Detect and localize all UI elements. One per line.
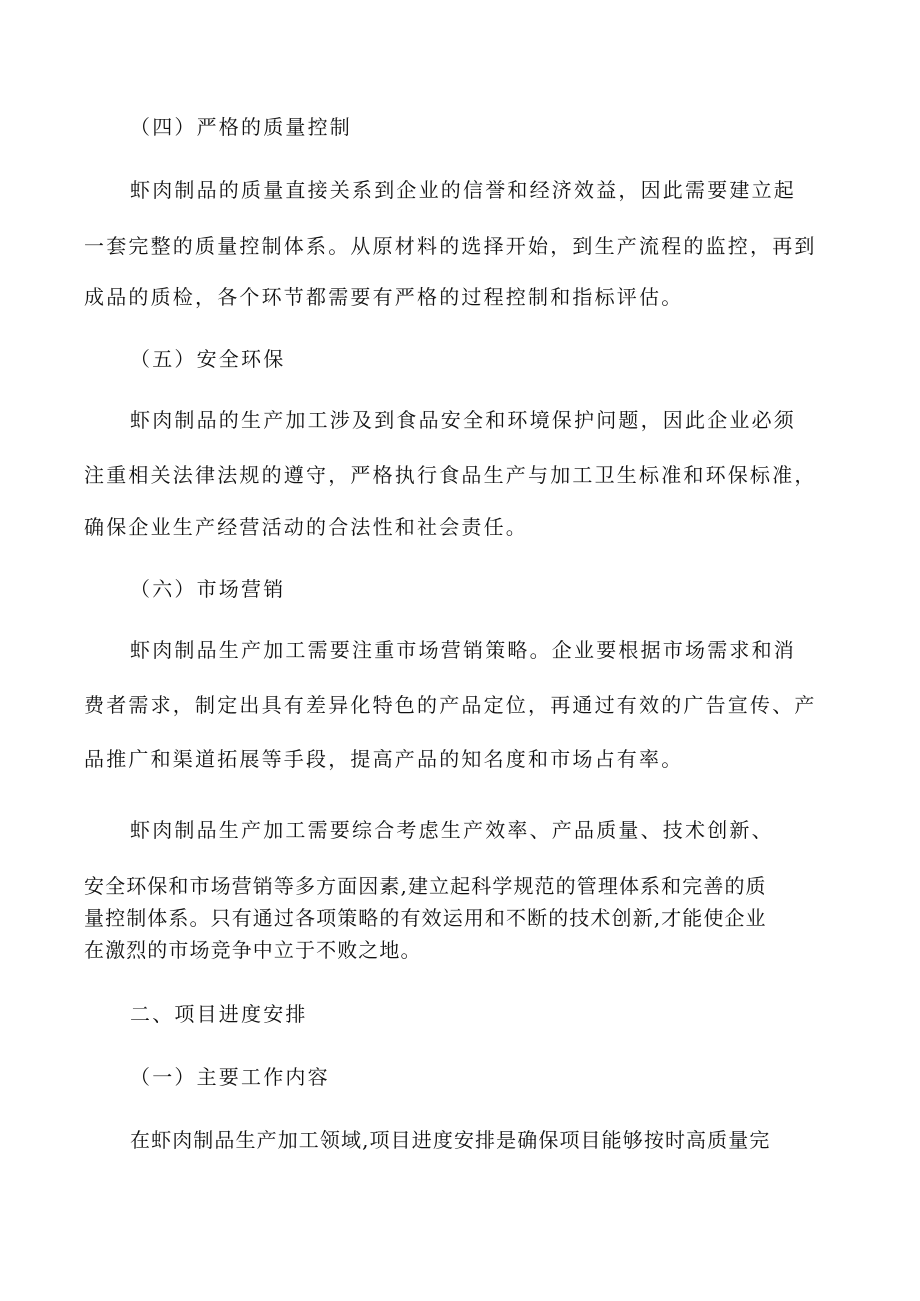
paragraph-safety-line-1: 虾肉制品的生产加工涉及到食品安全和环境保护问题，因此企业必须 (130, 408, 796, 432)
paragraph-marketing-line-1: 虾肉制品生产加工需要注重市场营销策略。企业要根据市场需求和消 (130, 638, 796, 662)
paragraph-quality-line-2: 一套完整的质量控制体系。从原材料的选择开始，到生产流程的监控，再到 (84, 234, 817, 258)
paragraph-marketing-line-2: 费者需求，制定出具有差异化特色的产品定位，再通过有效的广告宣传、产 (84, 693, 817, 717)
subheading-marketing: （六）市场营销 (130, 577, 286, 601)
paragraph-marketing-line-3: 品推广和渠道拓展等手段，提高产品的知名度和市场占有率。 (84, 747, 684, 771)
paragraph-summary-line-4: 在激烈的市场竞争中立于不败之地。 (84, 938, 422, 962)
paragraph-quality-line-3: 成品的质检，各个环节都需要有严格的过程控制和指标评估。 (84, 285, 684, 309)
paragraph-summary-line-2: 安全环保和市场营销等多方面因素,建立起科学规范的管理体系和完善的质 (84, 874, 767, 898)
subheading-main-work: （一）主要工作内容 (130, 1065, 330, 1089)
subheading-safety-environment: （五）安全环保 (130, 347, 286, 371)
paragraph-quality-line-1: 虾肉制品的质量直接关系到企业的信誉和经济效益，因此需要建立起 (130, 178, 796, 202)
paragraph-schedule-line-1: 在虾肉制品生产加工领域,项目进度安排是确保项目能够按时高质量完 (130, 1128, 771, 1152)
paragraph-summary-line-3: 量控制体系。只有通过各项策略的有效运用和不断的技术创新,才能使企业 (84, 906, 767, 930)
section-heading-schedule: 二、项目进度安排 (130, 1002, 308, 1026)
paragraph-safety-line-3: 确保企业生产经营活动的合法性和社会责任。 (84, 515, 528, 539)
subheading-quality-control: （四）严格的质量控制 (130, 115, 352, 139)
paragraph-safety-line-2: 注重相关法律法规的遵守，严格执行食品生产与加工卫生标准和环保标准， (84, 463, 817, 487)
paragraph-summary-line-1: 虾肉制品生产加工需要综合考虑生产效率、产品质量、技术创新、 (130, 818, 774, 842)
